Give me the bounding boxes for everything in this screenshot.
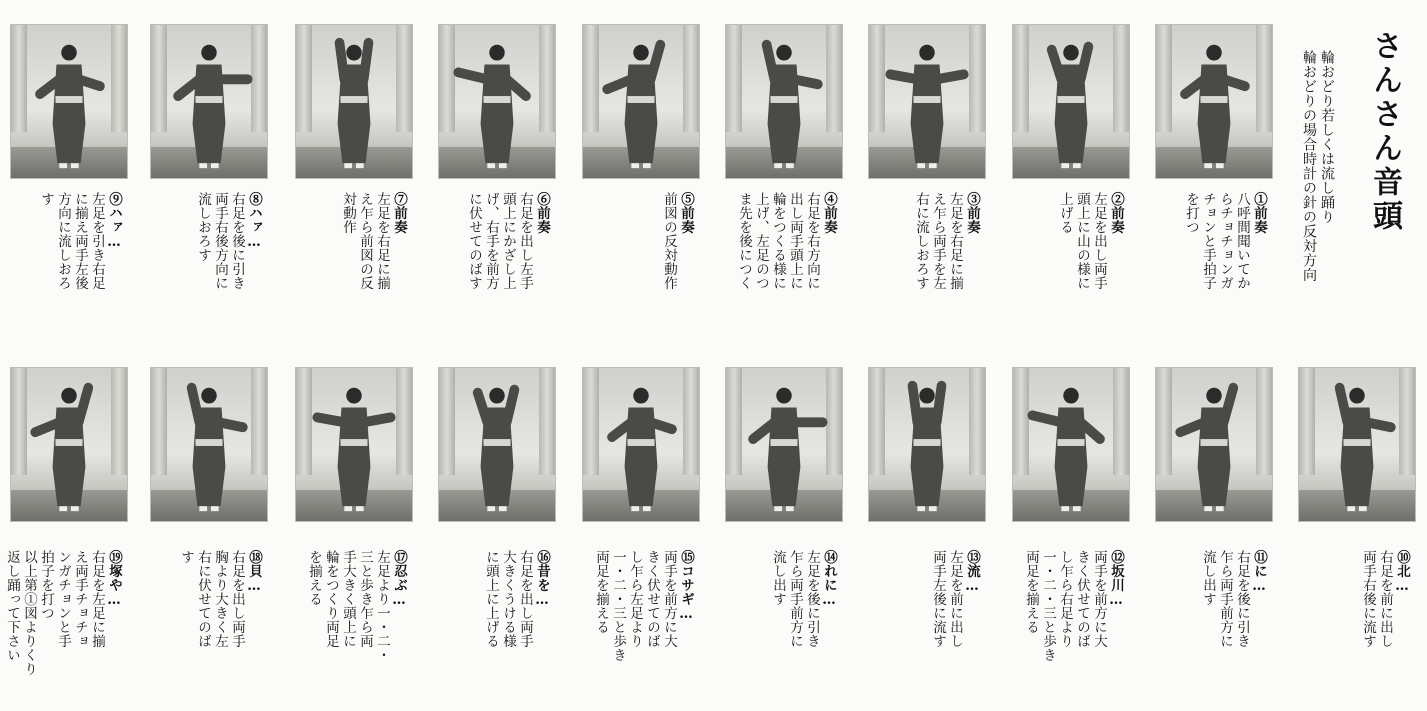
step-header bbox=[390, 192, 407, 290]
step-header bbox=[245, 550, 262, 648]
step-number: ⑲ bbox=[106, 550, 122, 564]
step-caption bbox=[735, 192, 837, 290]
step-header bbox=[105, 550, 122, 676]
step-caption bbox=[339, 192, 407, 290]
step-text-line: 両手を前方に大 bbox=[661, 550, 677, 648]
step-text-line: 前図の反対動作 bbox=[661, 192, 677, 290]
step-lyric: ハァ… bbox=[106, 206, 122, 251]
step-number: ⑮ bbox=[678, 550, 694, 564]
step-caption bbox=[465, 192, 550, 290]
step-caption bbox=[194, 192, 262, 290]
step-text-line: 左足を右足に揃 bbox=[374, 192, 390, 290]
step-lyric: 流… bbox=[964, 564, 980, 595]
step-number: ⑰ bbox=[391, 550, 407, 564]
dance-photo-top bbox=[295, 24, 413, 179]
step-caption bbox=[592, 550, 694, 662]
step-lyric: 前奏 bbox=[964, 206, 980, 234]
step-text-line: え両手チョチョ bbox=[72, 550, 88, 648]
step-text-line: を揃える bbox=[306, 550, 322, 606]
step-text-line: 上げ、左足のつ bbox=[753, 192, 769, 290]
step-text-line: 手大きく頭上に bbox=[340, 550, 356, 648]
step-lyric: 昔を… bbox=[534, 564, 550, 609]
step-text-line: 左足を右足に揃 bbox=[947, 192, 963, 290]
step-text-line: 流し出す bbox=[770, 550, 786, 606]
step-lyric: ハァ… bbox=[246, 206, 262, 251]
step-header bbox=[963, 550, 980, 648]
step-text-line: え乍ら両手を左 bbox=[930, 192, 946, 290]
dance-photo-bottom bbox=[10, 367, 128, 522]
step-header bbox=[677, 192, 694, 290]
step-caption bbox=[769, 550, 837, 648]
step-text-line: 三と歩き乍ら両 bbox=[357, 550, 373, 648]
step-header bbox=[533, 550, 550, 648]
step-text-line: 左足より一・二・ bbox=[374, 550, 390, 662]
subtitle-line: 輪おどり若しくは流し踊り bbox=[1319, 50, 1335, 224]
step-caption bbox=[1056, 192, 1124, 290]
step-lyric: 坂川… bbox=[1108, 564, 1124, 609]
step-lyric: 前奏 bbox=[391, 206, 407, 234]
step-number: ④ bbox=[821, 192, 837, 206]
step-text-line: を打つ bbox=[1183, 192, 1199, 234]
step-text-line: ンガチョンと手 bbox=[55, 550, 71, 648]
step-text-line: 右足を出し左手 bbox=[517, 192, 533, 290]
step-text-line: 右足を右方向に bbox=[804, 192, 820, 290]
step-number: ⑯ bbox=[534, 550, 550, 564]
step-text-line: 一・二・三と歩き bbox=[610, 550, 626, 662]
page-title: さんさん音頭 bbox=[1367, 30, 1402, 234]
step-text-line: 流しおろす bbox=[195, 192, 211, 262]
step-header bbox=[1107, 550, 1124, 662]
step-text-line: 両手左後に流す bbox=[930, 550, 946, 648]
step-text-line: 輪をつくる様に bbox=[770, 192, 786, 290]
step-text-line: 乍ら両手前方に bbox=[1217, 550, 1233, 648]
step-caption bbox=[660, 192, 694, 290]
dance-photo-top bbox=[868, 24, 986, 179]
step-lyric: 忍ぶ… bbox=[391, 564, 407, 609]
step-text-line: 右に伏せてのば bbox=[195, 550, 211, 648]
step-number: ⑥ bbox=[534, 192, 550, 206]
step-text-line: す bbox=[178, 550, 194, 564]
step-number: ⑨ bbox=[106, 192, 122, 206]
step-text-line: 流し出す bbox=[1200, 550, 1216, 606]
step-header bbox=[245, 192, 262, 290]
dance-photo-top bbox=[438, 24, 556, 179]
step-text-line: 両手右後方向に bbox=[212, 192, 228, 290]
step-lyric: に… bbox=[1251, 564, 1267, 595]
step-lyric: 貝… bbox=[246, 564, 262, 595]
dance-photo-bottom bbox=[1155, 367, 1273, 522]
step-number: ⑪ bbox=[1251, 550, 1267, 564]
step-number: ⑧ bbox=[246, 192, 262, 206]
step-caption bbox=[912, 192, 980, 290]
step-text-line: し乍ら左足より bbox=[627, 550, 643, 648]
step-text-line: 右足を前に出し bbox=[1377, 550, 1393, 648]
step-number: ⑩ bbox=[1394, 550, 1410, 564]
step-header bbox=[820, 550, 837, 648]
dance-photo-top bbox=[1155, 24, 1273, 179]
dance-photo-bottom bbox=[582, 367, 700, 522]
step-text-line: 乍ら両手前方に bbox=[787, 550, 803, 648]
step-text-line: 大きくうける様 bbox=[500, 550, 516, 648]
step-text-line: 左足を引き右足 bbox=[89, 192, 105, 290]
step-text-line: 左足を前に出し bbox=[947, 550, 963, 648]
step-caption bbox=[1022, 550, 1124, 662]
step-text-line: 両足を揃える bbox=[1023, 550, 1039, 634]
dance-photo-top bbox=[725, 24, 843, 179]
step-caption bbox=[3, 550, 122, 676]
step-number: ⑬ bbox=[964, 550, 980, 564]
step-text-line: 両手右後に流す bbox=[1360, 550, 1376, 648]
dance-photo-bottom bbox=[725, 367, 843, 522]
step-text-line: 上げる bbox=[1057, 192, 1073, 234]
step-text-line: し乍ら右足より bbox=[1057, 550, 1073, 648]
step-text-line: 方向に流しおろ bbox=[55, 192, 71, 290]
dance-photo-bottom bbox=[868, 367, 986, 522]
step-text-line: ま先を後につく bbox=[736, 192, 752, 290]
dance-photo-bottom bbox=[438, 367, 556, 522]
step-number: ① bbox=[1251, 192, 1267, 206]
step-header bbox=[677, 550, 694, 662]
step-caption bbox=[1359, 550, 1410, 648]
step-caption bbox=[1199, 550, 1267, 648]
dance-photo-bottom bbox=[150, 367, 268, 522]
step-text-line: 対動作 bbox=[340, 192, 356, 234]
step-text-line: え乍ら前図の反 bbox=[357, 192, 373, 290]
dance-photo-top bbox=[150, 24, 268, 179]
subtitle-line: 輪おどりの場合時計の針の反対方向 bbox=[1301, 50, 1317, 282]
step-text-line: す bbox=[38, 192, 54, 206]
step-lyric: 前奏 bbox=[1108, 206, 1124, 234]
step-text-line: 左足を後に引き bbox=[804, 550, 820, 648]
step-text-line: 拍子を打つ bbox=[38, 550, 54, 620]
step-caption bbox=[929, 550, 980, 648]
step-caption bbox=[37, 192, 122, 290]
step-caption bbox=[177, 550, 262, 648]
dance-photo-bottom bbox=[295, 367, 413, 522]
step-lyric: 前奏 bbox=[821, 206, 837, 234]
step-text-line: きく伏せてのば bbox=[644, 550, 660, 648]
step-text-line: 右足を後に引き bbox=[1234, 550, 1250, 648]
step-header bbox=[963, 192, 980, 290]
step-number: ② bbox=[1108, 192, 1124, 206]
step-text-line: 返し踊って下さい bbox=[4, 550, 20, 662]
step-text-line: 胸より大きく左 bbox=[212, 550, 228, 648]
step-text-line: 両手を前方に大 bbox=[1091, 550, 1107, 648]
step-caption bbox=[1182, 192, 1267, 290]
step-header bbox=[1250, 550, 1267, 648]
dance-photo-top bbox=[10, 24, 128, 179]
step-lyric: 塚や… bbox=[106, 564, 122, 609]
step-header bbox=[1393, 550, 1410, 648]
step-text-line: 右足を左足に揃 bbox=[89, 550, 105, 648]
step-lyric: コサギ… bbox=[678, 564, 694, 623]
step-text-line: きく伏せてのば bbox=[1074, 550, 1090, 648]
step-header bbox=[390, 550, 407, 662]
step-lyric: 前奏 bbox=[678, 206, 694, 234]
step-lyric: 前奏 bbox=[1251, 206, 1267, 234]
step-number: ⑭ bbox=[821, 550, 837, 564]
step-number: ⑱ bbox=[246, 550, 262, 564]
step-text-line: 右に流しおろす bbox=[913, 192, 929, 290]
step-caption bbox=[482, 550, 550, 648]
step-text-line: 一・二・三と歩き bbox=[1040, 550, 1056, 662]
step-number: ⑫ bbox=[1108, 550, 1124, 564]
step-text-line: 右足を後に引き bbox=[229, 192, 245, 290]
step-header bbox=[820, 192, 837, 290]
step-text-line: チョンと手拍子 bbox=[1200, 192, 1216, 290]
step-header bbox=[533, 192, 550, 290]
dance-photo-top bbox=[582, 24, 700, 179]
step-header bbox=[1107, 192, 1124, 290]
step-caption bbox=[305, 550, 407, 662]
step-header bbox=[1250, 192, 1267, 290]
step-text-line: 右足を出し両手 bbox=[517, 550, 533, 648]
step-lyric: 前奏 bbox=[534, 206, 550, 234]
step-number: ⑦ bbox=[391, 192, 407, 206]
step-text-line: 右足を出し両手 bbox=[229, 550, 245, 648]
step-text-line: 八呼間聞いてか bbox=[1234, 192, 1250, 290]
step-text-line: に伏せてのばす bbox=[466, 192, 482, 290]
step-lyric: れに… bbox=[821, 564, 837, 609]
step-text-line: 左足を出し両手 bbox=[1091, 192, 1107, 290]
step-text-line: げ、右手を前方 bbox=[483, 192, 499, 290]
step-text-line: に頭上に上げる bbox=[483, 550, 499, 648]
step-lyric: 北… bbox=[1394, 564, 1410, 595]
subtitle bbox=[1300, 50, 1336, 282]
dance-photo-bottom bbox=[1298, 367, 1416, 522]
dance-photo-top bbox=[1012, 24, 1130, 179]
step-text-line: 以上第①図よりくり bbox=[21, 550, 37, 676]
step-text-line: 頭上にかざし上 bbox=[500, 192, 516, 290]
step-text-line: 頭上に山の様に bbox=[1074, 192, 1090, 290]
step-text-line: らチョチョンガ bbox=[1217, 192, 1233, 290]
step-text-line: 輪をつくり両足 bbox=[323, 550, 339, 648]
step-text-line: 出し両手頭上に bbox=[787, 192, 803, 290]
step-number: ⑤ bbox=[678, 192, 694, 206]
step-header bbox=[105, 192, 122, 290]
step-text-line: 両足を揃える bbox=[593, 550, 609, 634]
step-text-line: に揃え両手左後 bbox=[72, 192, 88, 290]
dance-photo-bottom bbox=[1012, 367, 1130, 522]
step-number: ③ bbox=[964, 192, 980, 206]
